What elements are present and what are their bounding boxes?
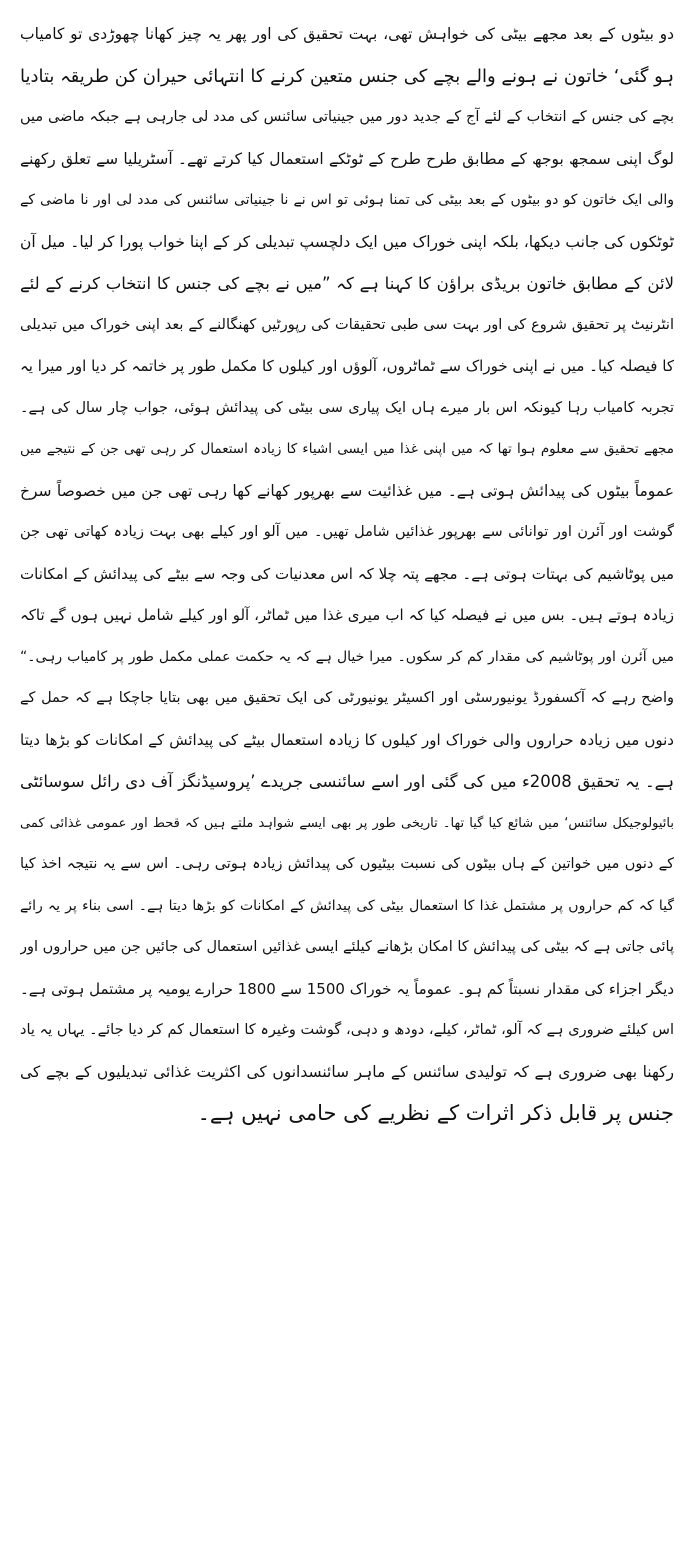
text-line: دو بیٹوں کے بعد مجھے بیٹی کی خواہش تھی، بہت تحقیق کی اور پھر یہ چیز کھانا چھوڑدی تو کامیاب [20,25,674,43]
text-line: جنس پر قابل ذکر اثرات کے نظریے کی حامی نہیں ہے۔ [197,1101,674,1125]
text-line: مجھے تحقیق سے معلوم ہوا تھا کہ میں اپنی غذا میں ایسی اشیاء کا زیادہ استعمال کر رہی تھی جن کے نتیجے میں [20,441,674,457]
text-line: بچے کی جنس کے انتخاب کے لئے آج کے جدید دور میں جینیاتی سائنس کی مدد لی جارہی ہے جبکہ ماضی میں [20,109,674,125]
text-line: اس کیلئے ضروری ہے کہ آلو، ٹماٹر، کیلے، دودھ و دہی، گوشت وغیرہ کا استعمال کم کر دیا جائے۔ یہاں یہ یاد [20,1022,674,1038]
text-line: دنوں میں زیادہ حراروں والی خوراک اور کیلوں کا زیادہ استعمال بیٹے کی پیدائش کے امکانات کو بڑھا دیتا [20,730,674,749]
text-line: پائی جاتی ہے کہ بیٹی کی پیدائش کا امکان بڑھانے کیلئے ایسی غذائیں استعمال کی جائیں جن میں حراروں اور [20,939,674,955]
text-line: انٹرنیٹ پر تحقیق شروع کی اور بہت سی طبی تحقیقات کی رپورٹیں کھنگالنے کے بعد اپنی خوراک میں تبدیلی [20,316,674,333]
text-line: زیادہ ہوتے ہیں۔ بس میں نے فیصلہ کیا کہ اب میری غذا میں ٹماٹر، آلو اور کیلے شامل نہیں ہوں گے تاکہ [20,606,674,624]
text-line: لوگ اپنی سمجھ بوجھ کے مطابق طرح طرح کے ٹوٹکے استعمال کیا کرتے تھے۔ آسٹریلیا سے تعلق رکھنے [20,149,674,168]
text-line: کے دنوں میں خواتین کے ہاں بیٹوں کی نسبت بیٹیوں کی پیدائش زیادہ ہوتی رہی۔ اس سے یہ نتیجہ اخذ کیا [20,856,674,872]
text-line: دیگر اجزاء کی مقدار نسبتاً کم ہو۔ عموماً یہ خوراک 1500 سے 1800 حرارے یومیہ پر مشتمل ہوتی ہے۔ [20,979,674,998]
text-line: بائیولوجیکل سائنس‘ میں شائع کیا گیا تھا۔ تاریخی طور پر بھی ایسے شواہد ملتے ہیں کہ قحط اور عمومی غذائی کمی [20,815,674,831]
text-line: والی ایک خاتون کو دو بیٹوں کے بعد بیٹی کی تمنا ہوئی تو اس نے نا جینیاتی سائنس کی مدد لی اور نا ماضی کے [20,192,674,208]
text-line: لائن کے مطابق خاتون بریڈی براؤن کا کہنا ہے کہ ”میں نے بچے کی جنس کا انتخاب کرنے کے لئے [20,274,674,293]
text-line: ہو گئی‘ خاتون نے ہونے والے بچے کی جنس متعین کرنے کا انتہائی حیران کن طریقہ بتادیا [20,65,674,87]
text-line: عموماً بیٹوں کی پیدائش ہوتی ہے۔ میں غذائیت سے بھرپور کھانے کھا رہی تھی جن میں خصوصاً سرخ [20,481,674,500]
text-line: ہے۔ یہ تحقیق 2008ء میں کی گئی اور اسے سائنسی جریدے ’پروسیڈنگز آف دی رائل سوسائٹی [20,772,674,791]
text-line: رکھنا بھی ضروری ہے کہ تولیدی سائنس کے ماہر سائنسدانوں کی اکثریت غذائی تبدیلیوں کے بچے کی [20,1062,674,1081]
article-body [20,14,674,1135]
text-line: میں آئرن اور پوٹاشیم کی مقدار کم کر سکوں۔ میرا خیال ہے کہ یہ حکمت عملی مکمل طور پر کامیاب رہی۔“ [20,648,674,665]
text-line: واضح رہے کہ آکسفورڈ یونیورسٹی اور اکسیٹر یونیورٹی کی ایک تحقیق میں بھی بتایا جاچکا ہے کہ حمل کے [20,690,674,706]
text-line: کا فیصلہ کیا۔ میں نے اپنی خوراک سے ٹماٹروں، آلوؤں اور کیلوں کا مکمل طور پر خاتمہ کر دیا اور میرا یہ [20,357,674,375]
text-line: گوشت اور آئرن اور توانائی سے بھرپور غذائیں شامل تھیں۔ میں آلو اور کیلے بھی بہت زیادہ کھاتی تھی جن [20,524,674,540]
text-line: تجربہ کامیاب رہا کیونکہ اس بار میرے ہاں ایک پیاری سی بیٹی کی پیدائش ہوئی، جواب چار سال کی ہے۔ [20,399,674,416]
text-line: میں پوٹاشیم کی بہتات ہوتی ہے۔ مجھے پتہ چلا کہ اس معدنیات کی وجہ سے بیٹے کی پیدائش کے امکانات [20,564,674,583]
text-line: ٹوٹکوں کی جانب دیکھا، بلکہ اپنی خوراک میں ایک دلچسپ تبدیلی کر کے اپنا خواب پورا کر لیا۔ میل آن [20,232,674,251]
text-line: گیا کہ کم حراروں پر مشتمل غذا کا استعمال بیٹی کی پیدائش کے امکانات کو بڑھا دیتا ہے۔ اسی بناء پر یہ رائے [20,897,674,914]
